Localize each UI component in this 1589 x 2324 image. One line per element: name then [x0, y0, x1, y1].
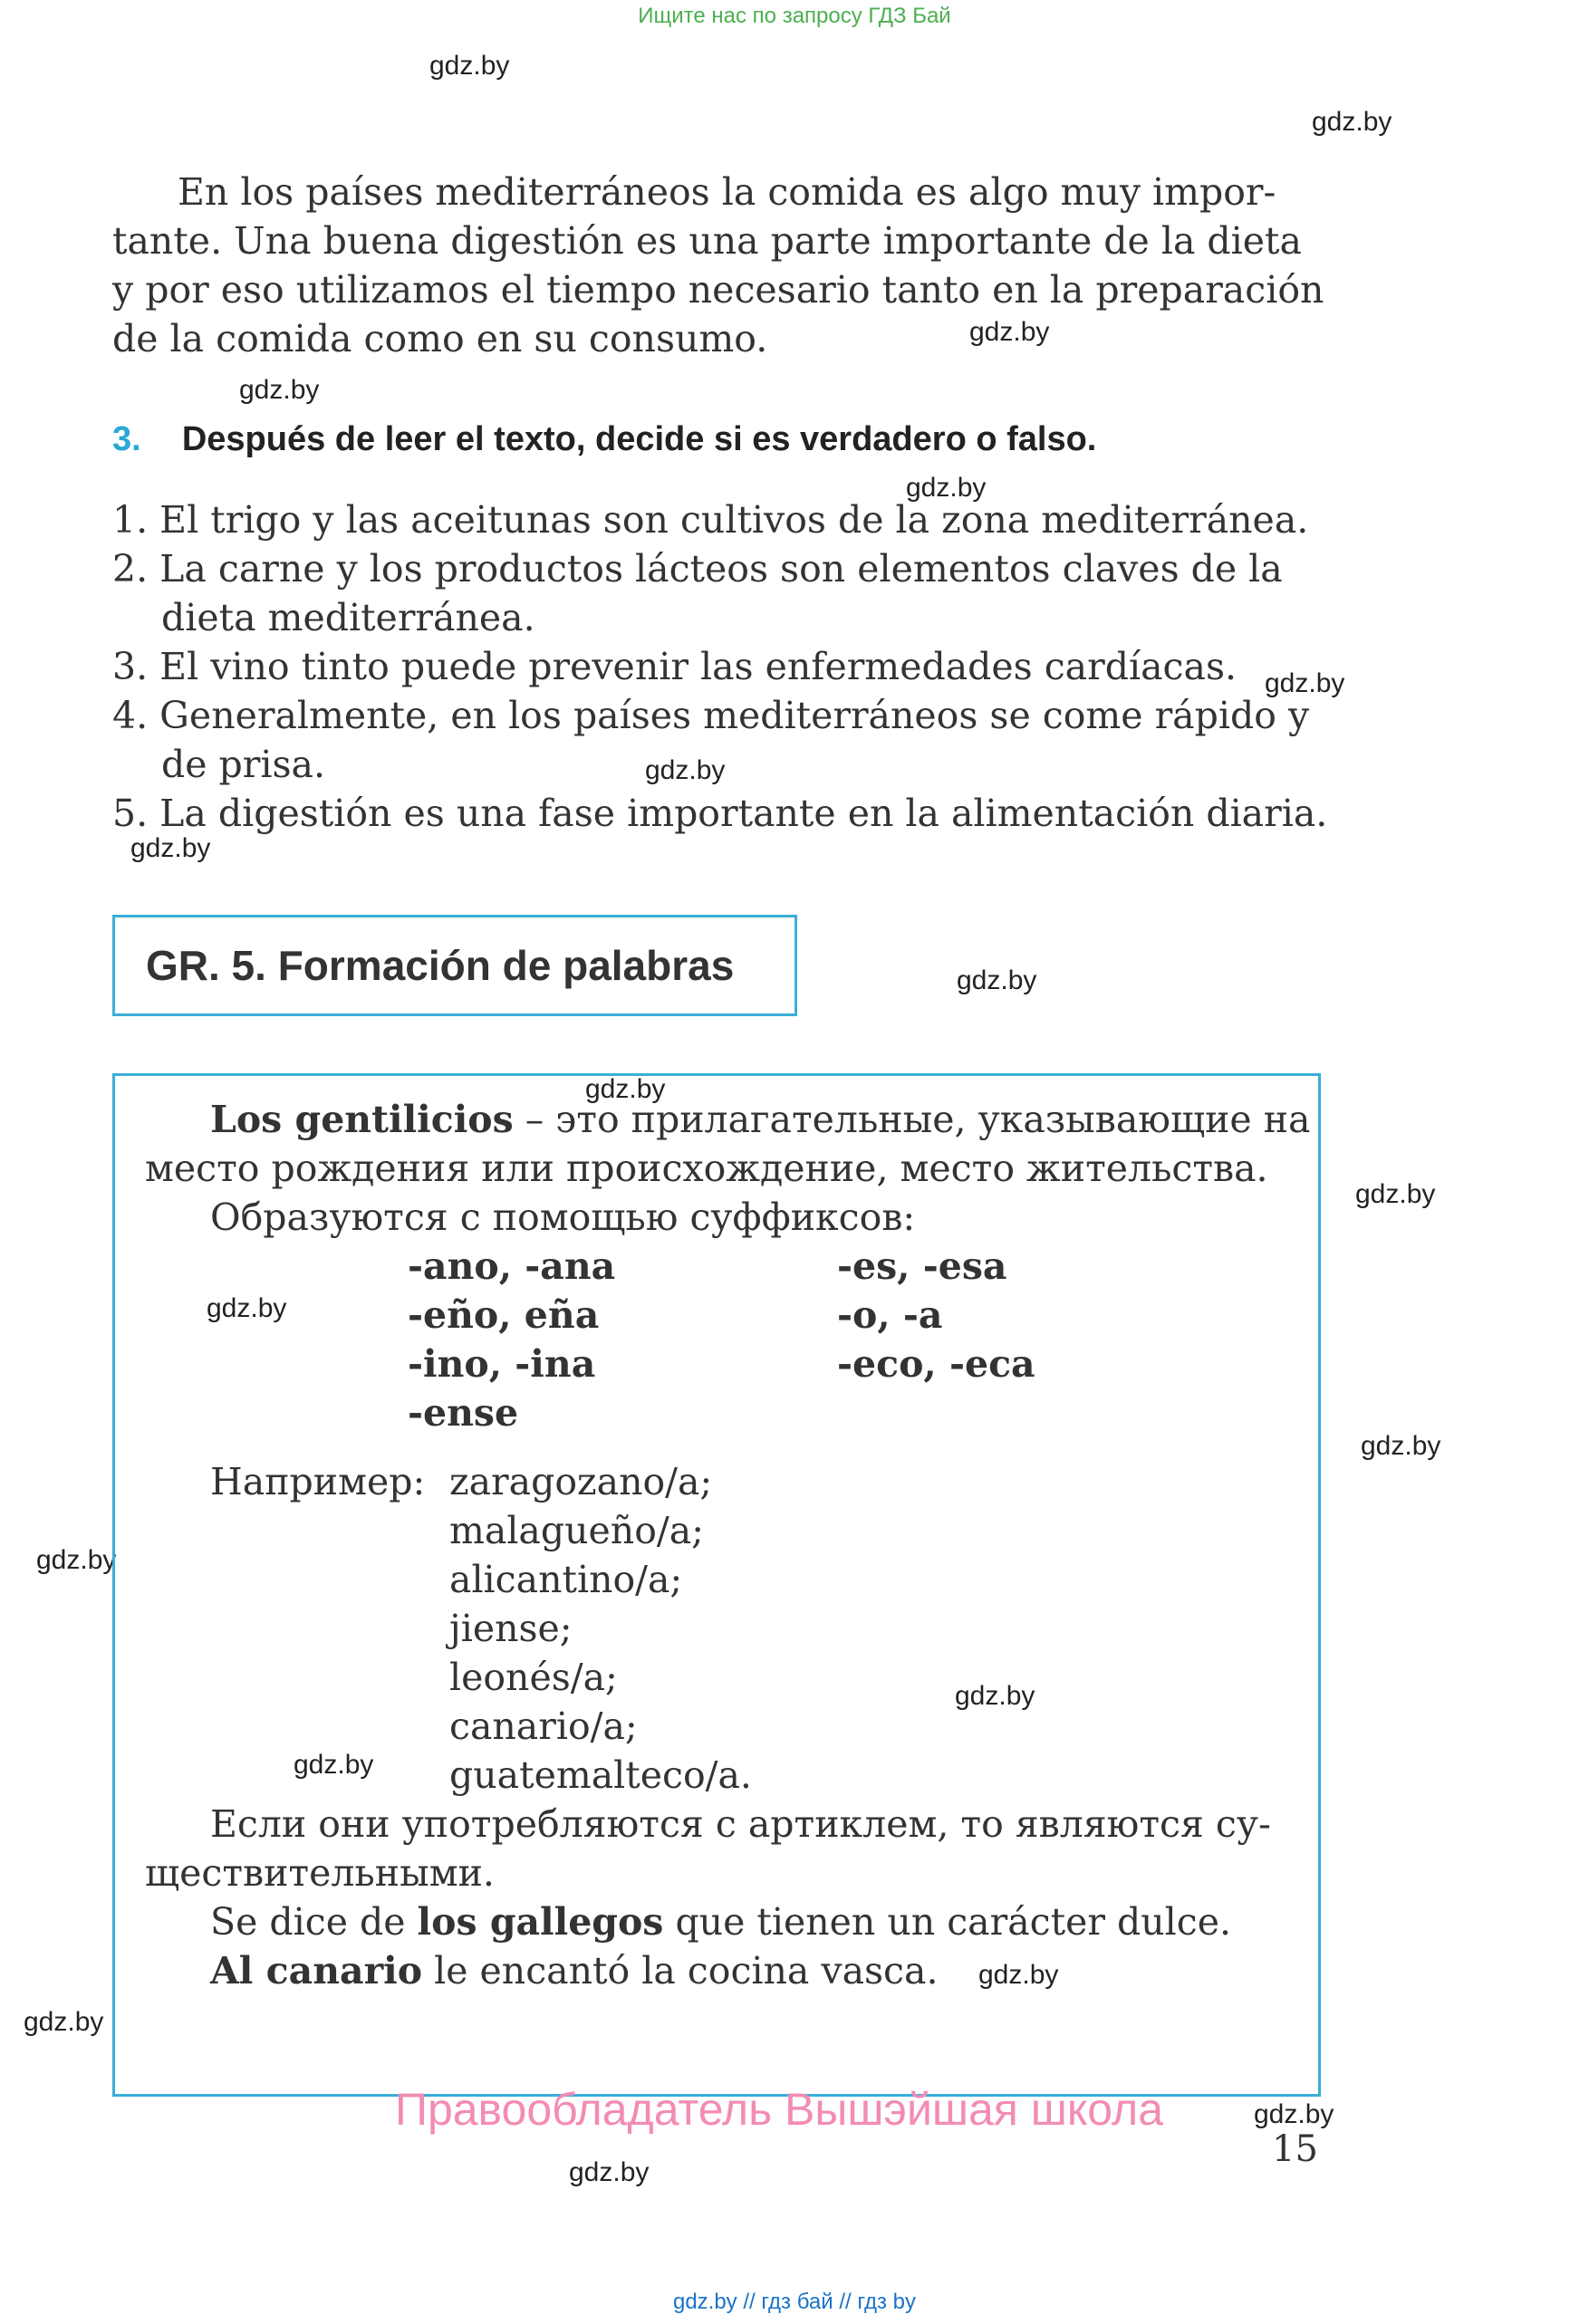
watermark: gdz.by: [130, 833, 211, 863]
intro-line: de la comida como en su consumo.: [112, 317, 768, 360]
sentence-text: Se dice de: [210, 1900, 418, 1944]
noun-note-line2: ществительными.: [145, 1851, 495, 1895]
watermark: gdz.by: [294, 1750, 374, 1780]
list-item: [112, 498, 1308, 542]
example-sentence: [210, 1949, 939, 1993]
noun-note: Если они употребляются с артиклем, то являются су-: [210, 1802, 1271, 1846]
example-item: jiense;: [449, 1607, 573, 1650]
grammar-heading: GR. 5. Formación de palabras: [146, 942, 735, 989]
suffix-item: -eco, -eca: [837, 1342, 1035, 1386]
example-item: alicantino/a;: [449, 1558, 683, 1601]
exercise-heading: [112, 420, 1096, 459]
watermark: gdz.by: [906, 473, 987, 503]
watermark: gdz.by: [1312, 107, 1392, 137]
item-number: 5.: [112, 792, 149, 835]
sentence-text: le encantó la cocina vasca.: [422, 1949, 939, 1993]
watermark: gdz.by: [585, 1074, 666, 1104]
item-number: 4.: [112, 694, 149, 737]
rule-definition: [210, 1098, 1311, 1141]
footer-links[interactable]: gdz.by // гдз бай // гдз by: [672, 2290, 917, 2314]
watermark: gdz.by: [24, 2007, 104, 2037]
sentence-text: que tienen un carácter dulce.: [663, 1900, 1231, 1944]
item-text: El trigo y las aceitunas son cultivos de la zona mediterránea.: [159, 498, 1309, 542]
top-banner-link[interactable]: Ищите нас по запросу ГДЗ Бай: [638, 4, 951, 28]
item-text-continued: de prisa.: [161, 743, 326, 786]
intro-line: y por eso utilizamos el tiempo necesario tanto en la preparación: [112, 268, 1324, 312]
list-item: [112, 645, 1237, 688]
suffix-item: -eño, eña: [408, 1293, 600, 1337]
item-text: El vino tinto puede prevenir las enfermedades cardíacas.: [159, 645, 1237, 688]
intro-line: tante. Una buena digestión es una parte importante de la dieta: [112, 219, 1302, 263]
example-item: malagueño/a;: [449, 1509, 704, 1552]
watermark: gdz.by: [429, 51, 510, 81]
page-number: 15: [1272, 2128, 1318, 2170]
item-text: Generalmente, en los países mediterráneos se come rápido y: [159, 694, 1310, 737]
watermark: gdz.by: [969, 317, 1050, 347]
item-number: 2.: [112, 547, 149, 591]
rule-definition-text: – это прилагательные, указывающие на: [513, 1098, 1311, 1141]
example-item: leonés/a;: [449, 1656, 618, 1699]
list-item: [112, 792, 1327, 835]
item-number: 1.: [112, 498, 149, 542]
watermark: gdz.by: [1361, 1431, 1441, 1461]
watermark: gdz.by: [569, 2157, 650, 2187]
watermark: gdz.by: [1254, 2099, 1334, 2129]
watermark: gdz.by: [978, 1960, 1059, 1990]
watermark: gdz.by: [36, 1545, 117, 1575]
sentence-bold: Al canario: [210, 1949, 423, 1993]
example-label: Например:: [210, 1460, 426, 1503]
example-sentence: [210, 1900, 1231, 1944]
example-item: guatemalteco/a.: [449, 1753, 752, 1797]
copyright-notice: Правообладатель Вышэйшая школа: [395, 2084, 1163, 2135]
suffix-intro: Образуются с помощью суффиксов:: [210, 1196, 916, 1239]
item-text: La digestión es una fase importante en la alimentación diaria.: [159, 792, 1328, 835]
suffix-item: -es, -esa: [837, 1244, 1007, 1288]
watermark: gdz.by: [239, 375, 320, 405]
item-text: La carne y los productos lácteos son elementos claves de la: [159, 547, 1283, 591]
example-item: canario/a;: [449, 1705, 638, 1748]
sentence-bold: los gallegos: [417, 1900, 664, 1944]
suffix-item: -ino, -ina: [408, 1342, 596, 1386]
watermark: gdz.by: [957, 965, 1037, 995]
list-item: [112, 694, 1309, 737]
suffix-item: -ano, -ana: [408, 1244, 616, 1288]
exercise-title: Después de leer el texto, decide si es verdadero o falso.: [181, 420, 1097, 458]
watermark: gdz.by: [955, 1681, 1035, 1711]
example-item: zaragozano/a;: [449, 1460, 713, 1503]
watermark: gdz.by: [645, 755, 726, 785]
list-item: [112, 547, 1283, 591]
suffix-item: -o, -a: [837, 1293, 943, 1337]
watermark: gdz.by: [1355, 1179, 1436, 1209]
watermark: gdz.by: [1265, 668, 1345, 698]
item-number: 3.: [112, 645, 149, 688]
watermark: gdz.by: [207, 1293, 287, 1323]
grammar-heading-box: [112, 915, 797, 1016]
rule-term: Los gentilicios: [210, 1098, 514, 1141]
exercise-number: 3.: [112, 420, 141, 458]
suffix-item: -ense: [408, 1391, 519, 1435]
intro-line: En los países mediterráneos la comida es algo muy impor-: [178, 170, 1276, 214]
item-text-continued: dieta mediterránea.: [161, 596, 535, 639]
rule-definition-line2: место рождения или происхождение, место жительства.: [145, 1147, 1268, 1190]
